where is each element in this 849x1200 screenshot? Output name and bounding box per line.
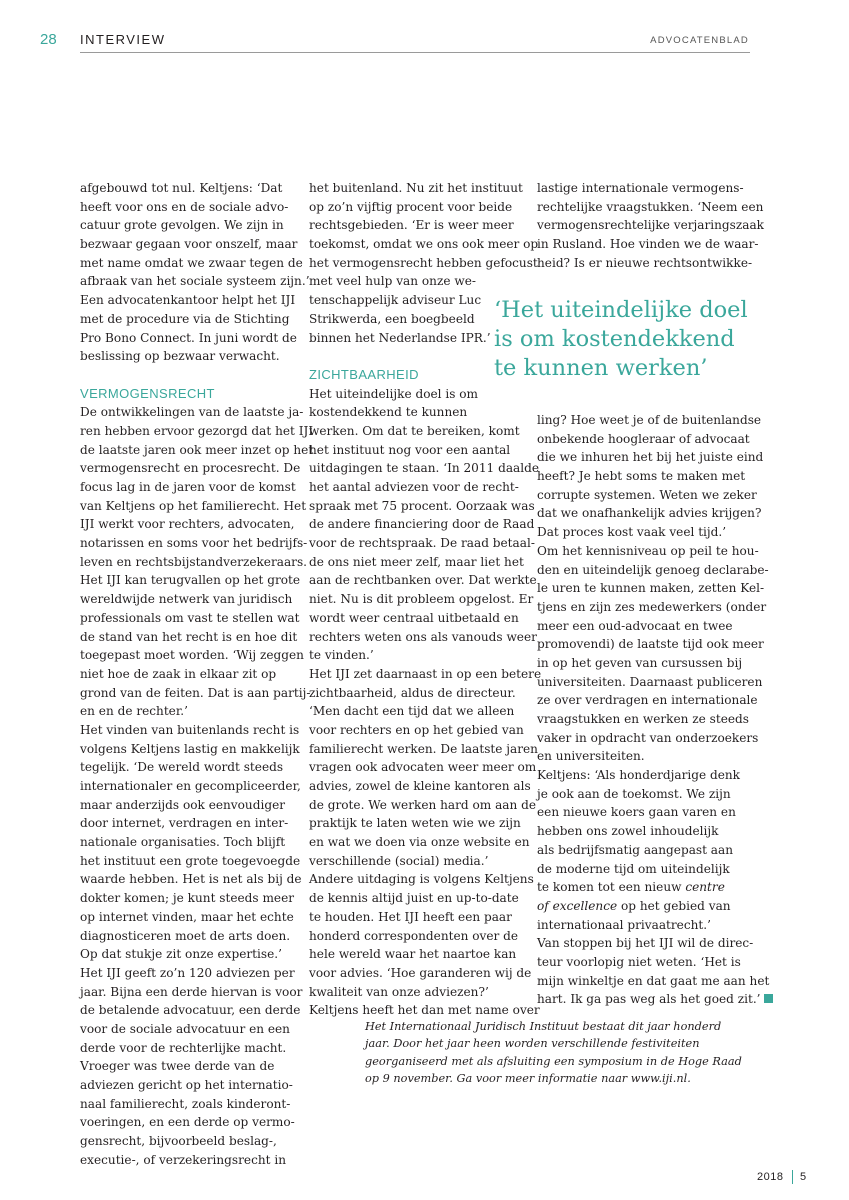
section-title: INTERVIEW	[80, 32, 166, 47]
text-line: IJI werkt voor rechters, advocaten,	[80, 517, 295, 532]
pull-quote	[494, 296, 748, 383]
text-line: afbraak van het sociale systeem zijn.’	[80, 274, 310, 289]
text-line: Keltjens: ‘Als honderdjarige denk	[537, 768, 741, 783]
text-line: professionals om vast te stellen wat	[80, 610, 300, 625]
text-line: catuur grote gevolgen. We zijn in	[80, 218, 284, 233]
text-line: van Keltjens op het familierecht. Het	[80, 498, 307, 513]
text-line: waarde hebben. Het is net als bij de	[80, 872, 302, 887]
text-line: vermogensrechtelijke verjaringszaak	[537, 218, 764, 233]
text-line: Dat proces kost vaak veel tijd.’	[537, 525, 727, 540]
text-line: dokter komen; je kunt steeds meer	[80, 891, 295, 906]
caption-line: op 9 november. Ga voor meer informatie naar www.iji.nl.	[365, 1072, 691, 1086]
text-line: tenschappelijk adviseur Luc	[309, 293, 482, 308]
text-line: Het IJI zet daarnaast in op een betere	[309, 666, 542, 681]
text-line: te vinden.’	[309, 648, 374, 663]
info-caption	[365, 1018, 742, 1088]
text-line: door internet, verdragen en inter-	[80, 816, 289, 831]
text-line: hebben ons zowel inhoudelijk	[537, 824, 719, 839]
magazine-name: ADVOCATENBLAD	[650, 35, 749, 46]
article-column-1	[80, 179, 314, 1169]
pull-quote-line: te kunnen werken’	[494, 355, 708, 381]
text-line: adviezen gericht op het internatio-	[80, 1078, 293, 1092]
text-line: mijn winkeltje en dat gaat me aan het	[537, 973, 770, 988]
text-line: op zo’n vijftig procent voor beide	[309, 199, 513, 214]
text-line: een nieuwe koers gaan varen en	[537, 805, 736, 820]
text-line: maar anderzijds ook eenvoudiger	[80, 797, 286, 812]
text-line: rechters weten ons als vanouds weer	[309, 629, 537, 644]
footer-page-number: 5	[800, 1171, 807, 1183]
text-line: jaar. Bijna een derde hiervan is voor	[80, 984, 303, 999]
text-line: vraagstukken en werken ze steeds	[537, 712, 749, 726]
text-line: beslissing op bezwaar verwacht.	[80, 349, 280, 364]
text-line: le uren te kunnen maken, zetten Kel-	[537, 581, 765, 596]
text-line: diagnosticeren moet de arts doen.	[80, 928, 291, 943]
text-line: Andere uitdaging is volgens Keltjens	[309, 872, 534, 887]
text-line: tegelijk. ‘De wereld wordt steeds	[80, 760, 284, 775]
text-line: executie-, of verzekeringsrecht in	[80, 1152, 286, 1167]
text-line: advies, zowel de kleine kantoren als	[309, 779, 531, 793]
text-line: of excellence op het gebied van	[537, 898, 731, 913]
text-line: leven en rechtsbijstandverzekeraars.	[80, 554, 307, 569]
text-line: honderd correspondenten over de	[309, 928, 519, 943]
text-line: die we inhuren het bij het juiste eind	[537, 450, 764, 465]
text-line: en en de rechter.’	[80, 704, 188, 719]
text-line: de ons niet meer zelf, maar liet het	[309, 554, 524, 569]
text-line: den en uiteindelijk genoeg declarabe-	[537, 562, 769, 577]
page-number: 28	[40, 31, 57, 48]
text-line: vragen ook advocaten weer meer om	[309, 760, 537, 775]
text-line: je ook aan de toekomst. We zijn	[537, 786, 731, 801]
text-line: Keltjens heeft het dan met name over	[309, 1003, 540, 1018]
text-line: toekomst, omdat we ons ook meer op	[309, 237, 539, 252]
text-line: werken. Om dat te bereiken, komt	[309, 423, 520, 438]
text-line: De ontwikkelingen van de laatste ja-	[80, 405, 304, 420]
text-line: voor de rechtspraak. De raad betaal-	[309, 536, 535, 551]
text-line: meer een oud-advocaat en twee	[537, 618, 733, 633]
text-line: binnen het Nederlandse IPR.’	[309, 330, 491, 345]
text-line: Vroeger was twee derde van de	[80, 1059, 275, 1074]
text-line: ren hebben ervoor gezorgd dat het IJI	[80, 423, 314, 438]
text-line: voor advies. ‘Hoe garanderen wij de	[309, 965, 532, 980]
footer-divider	[792, 1170, 793, 1184]
text-line: in op het geven van cursussen bij	[537, 655, 743, 670]
text-line: praktijk te laten weten wie we zijn	[309, 816, 521, 831]
text-line: heeft voor ons en de sociale advo-	[80, 199, 289, 214]
text-line: Om het kennisniveau op peil te hou-	[537, 543, 759, 558]
text-line: heid? Is er nieuwe rechtsontwikke-	[537, 255, 753, 270]
text-line: het vermogensrecht hebben gefocust	[309, 255, 538, 270]
text-line: bezwaar gegaan voor onszelf, maar	[80, 237, 298, 252]
text-line: Van stoppen bij het IJI wil de direc-	[537, 936, 754, 951]
text-line: ling? Hoe weet je of de buitenlandse	[537, 413, 762, 427]
text-line: hart. Ik ga pas weg als het goed zit.’	[537, 990, 752, 1009]
header-divider	[80, 52, 750, 53]
text-line: de moderne tijd om uiteindelijk	[537, 861, 730, 876]
text-line: internationaal privaatrecht.’	[537, 917, 711, 932]
text-line: wordt weer centraal uitbetaald en	[309, 610, 519, 625]
text-line: Het IJI kan terugvallen op het grote	[80, 573, 301, 588]
text-line: op internet vinden, maar het echte	[80, 909, 294, 924]
paragraph-gap	[309, 347, 524, 366]
text-line: vaker in opdracht van onderzoekers	[537, 730, 759, 745]
text-line: met veel hulp van onze we-	[309, 274, 476, 289]
text-line: in Rusland. Hoe vinden we de waar-	[537, 237, 759, 252]
text-line: gensrecht, bijvoorbeeld beslag-,	[80, 1134, 277, 1149]
caption-line: jaar. Door het jaar heen worden verschillende festiviteiten	[365, 1037, 700, 1051]
text-line: naal familierecht, zoals kinderont-	[80, 1096, 291, 1111]
text-line: de kennis altijd juist en up-to-date	[309, 891, 519, 906]
text-line: promovendi) de laatste tijd ook meer	[537, 637, 764, 652]
text-line: te komen tot een nieuw centre	[537, 880, 725, 895]
text-line: voor rechters en op het gebied van	[309, 722, 524, 737]
text-line: tjens en zijn zes medewerkers (onder	[537, 599, 767, 614]
article-column-3-top	[537, 179, 764, 272]
end-of-article-mark	[764, 994, 773, 1003]
text-line: lastige internationale vermogens-	[537, 181, 744, 195]
text-line: notarissen en soms voor het bedrijfs-	[80, 536, 308, 551]
text-line: met name omdat we zwaar tegen de	[80, 255, 303, 270]
text-line: derde voor de rechterlijke macht.	[80, 1040, 287, 1055]
text-line: familierecht werken. De laatste jaren	[309, 741, 538, 756]
text-line: het instituut een grote toegevoegde	[80, 853, 301, 868]
pull-quote-line: ‘Het uiteindelijke doel	[494, 297, 748, 323]
text-line: Op dat stukje zit onze expertise.’	[80, 947, 282, 962]
text-line: het aantal adviezen voor de recht-	[309, 480, 519, 494]
text-line: focus lag in de jaren voor de komst	[80, 480, 296, 494]
text-line: aan de rechtbanken over. Dat werkte	[309, 573, 537, 588]
text-line: dat we onafhankelijk advies krijgen?	[537, 506, 762, 521]
text-line: met de procedure via de Stichting	[80, 311, 290, 326]
text-line: rechtelijke vraagstukken. ‘Neem een	[537, 199, 764, 214]
text-line: rechtsgebieden. ‘Er is weer meer	[309, 218, 514, 233]
text-line: teur voorlopig niet weten. ‘Het is	[537, 954, 741, 969]
text-line: voor de sociale advocatuur en een	[80, 1021, 290, 1036]
text-line: uitdagingen te staan. ‘In 2011 daalde	[309, 461, 540, 476]
text-line: niet. Nu is dit probleem opgelost. Er	[309, 592, 534, 607]
text-line: toegepast moet worden. ‘Wij zeggen	[80, 648, 304, 663]
text-line: het buitenland. Nu zit het instituut	[309, 181, 523, 195]
text-line: ze over verdragen en internationale	[537, 693, 758, 708]
text-line: hele wereld waar het naartoe kan	[309, 947, 517, 962]
text-line: de laatste jaren ook meer inzet op het	[80, 442, 314, 457]
text-line: Pro Bono Connect. In juni wordt de	[80, 330, 297, 345]
text-line: kwaliteit van onze adviezen?’	[309, 984, 489, 999]
text-line: volgens Keltjens lastig en makkelijk	[80, 741, 300, 756]
article-column-2	[309, 179, 542, 1020]
text-line: voeringen, en een derde op vermo-	[80, 1115, 295, 1130]
text-line: als bedrijfsmatig aangepast aan	[537, 842, 734, 857]
text-line: het instituut nog voor een aantal	[309, 442, 511, 457]
text-line: nationale organisaties. Toch blijft	[80, 835, 286, 850]
text-line: en wat we doen via onze website en	[309, 835, 530, 850]
text-line: Strikwerda, een boegbeeld	[309, 311, 475, 326]
text-line: kostendekkend te kunnen	[309, 405, 468, 420]
text-line: en universiteiten.	[537, 749, 645, 764]
text-line: heeft? Je hebt soms te maken met	[537, 469, 746, 484]
text-line: Het IJI geeft zo’n 120 adviezen per	[80, 965, 295, 980]
text-line: verschillende (social) media.’	[309, 853, 489, 868]
footer-year: 2018	[757, 1171, 784, 1183]
text-line: de andere financiering door de Raad	[309, 517, 535, 532]
text-line: de betalende advocatuur, een derde	[80, 1003, 301, 1018]
text-line: vermogensrecht en procesrecht. De	[80, 461, 301, 476]
text-line: grond van de feiten. Dat is aan partij-	[80, 685, 311, 700]
text-line: internationaler en gecompliceerder,	[80, 779, 301, 793]
text-line: corrupte systemen. Weten we zeker	[537, 487, 757, 502]
text-line: afgebouwd tot nul. Keltjens: ‘Dat	[80, 181, 283, 195]
section-heading: ZICHTBAARHEID	[309, 366, 419, 382]
caption-line: georganiseerd met als afsluiting een symposium in de Hoge Raad	[365, 1054, 742, 1068]
section-heading: VERMOGENSRECHT	[80, 385, 215, 401]
text-line: zichtbaarheid, aldus de directeur.	[309, 685, 516, 700]
text-line: Het uiteindelijke doel is om	[309, 386, 479, 401]
paragraph-gap	[80, 366, 295, 385]
text-line: wereldwijde netwerk van juridisch	[80, 592, 293, 607]
text-line: niet hoe de zaak in elkaar zit op	[80, 666, 277, 681]
article-column-3-bottom	[537, 411, 770, 1009]
text-line: onbekende hoogleraar of advocaat	[537, 431, 750, 446]
text-line: spraak met 75 procent. Oorzaak was	[309, 498, 535, 513]
text-line: ‘Men dacht een tijd dat we alleen	[309, 704, 515, 719]
text-line: universiteiten. Daarnaast publiceren	[537, 674, 763, 689]
text-line: de grote. We werken hard om aan de	[309, 797, 537, 812]
text-line: te houden. Het IJI heeft een paar	[309, 909, 512, 924]
text-line: Een advocatenkantoor helpt het IJI	[80, 293, 296, 308]
text-line: Het vinden van buitenlands recht is	[80, 722, 300, 737]
caption-line: Het Internationaal Juridisch Instituut bestaat dit jaar honderd	[365, 1020, 722, 1033]
pull-quote-line: is om kostendekkend	[494, 326, 735, 352]
text-line: de stand van het recht is en hoe dit	[80, 629, 298, 644]
